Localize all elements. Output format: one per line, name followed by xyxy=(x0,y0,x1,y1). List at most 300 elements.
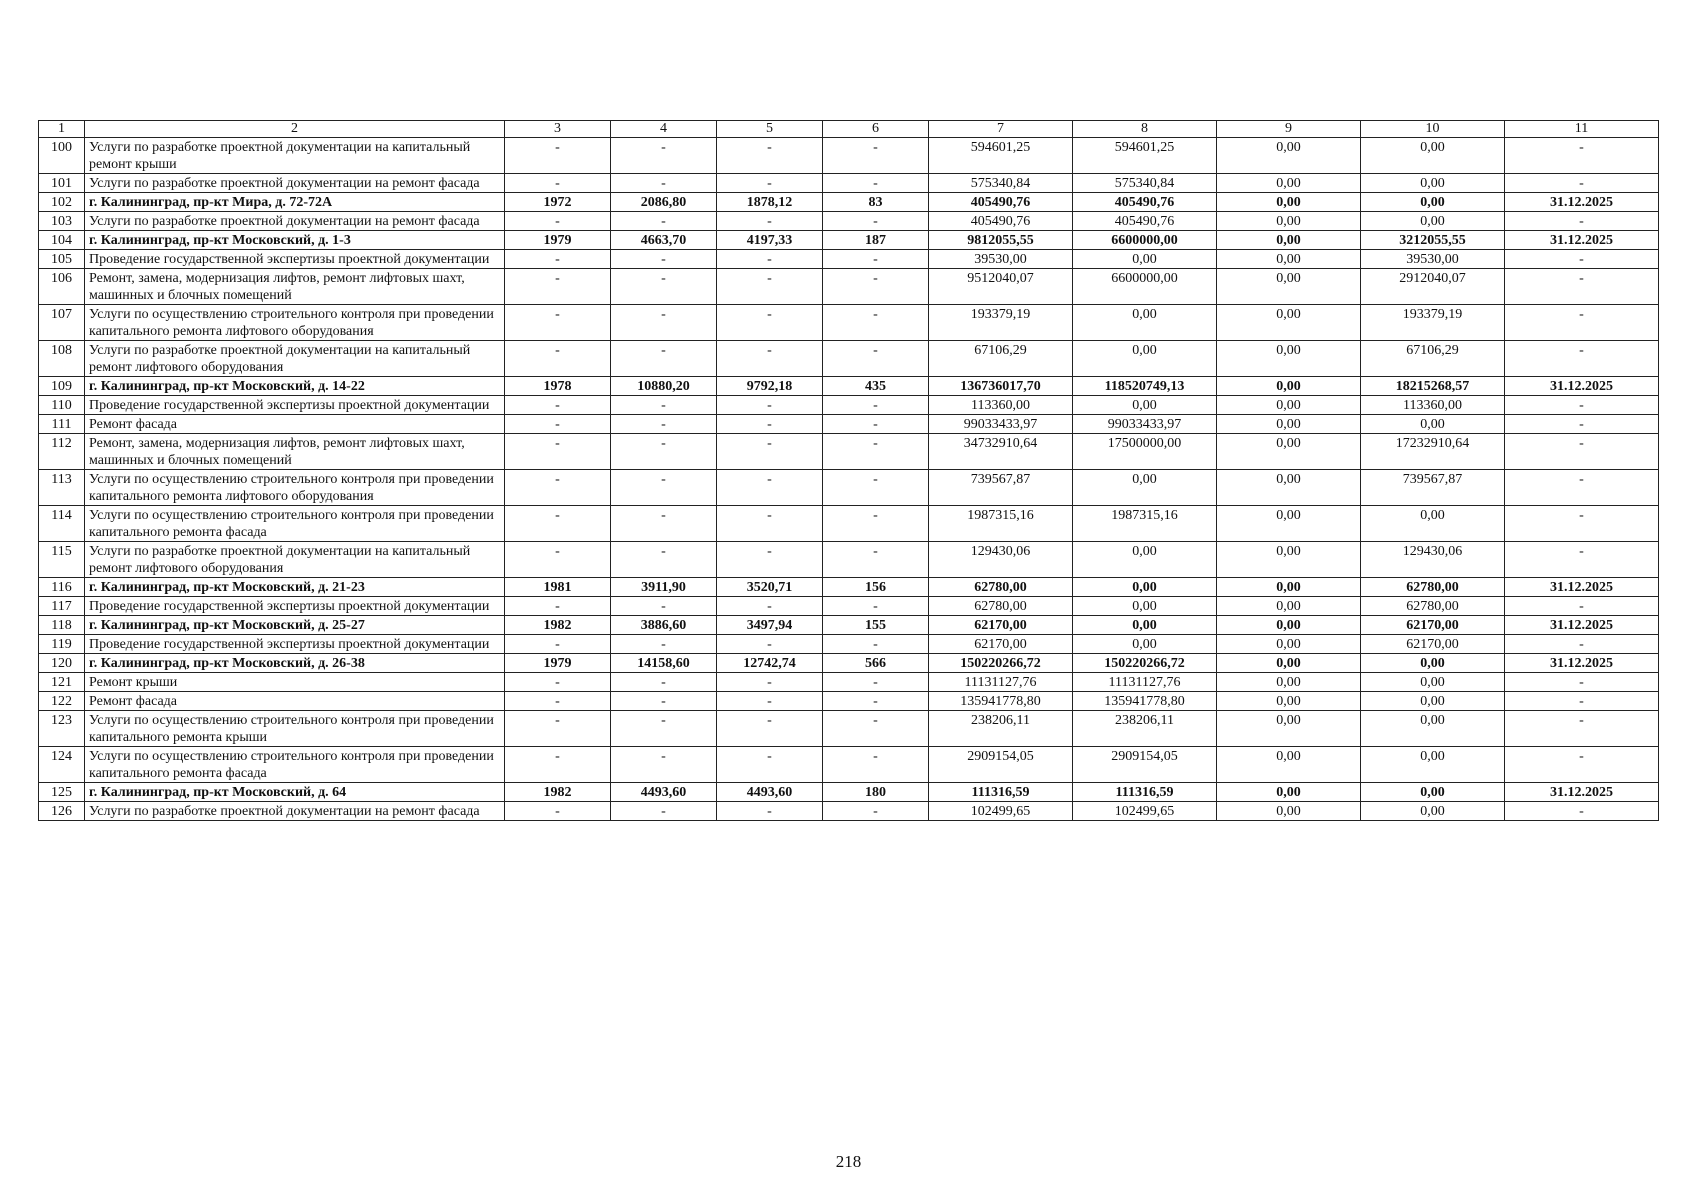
cell-col-4: - xyxy=(611,250,717,269)
table-row xyxy=(39,250,1659,269)
row-number-cell: 121 xyxy=(39,673,85,692)
cell-col-9: 0,00 xyxy=(1217,415,1361,434)
cell-col-7: 739567,87 xyxy=(929,470,1073,506)
cell-col-6: 187 xyxy=(823,231,929,250)
cell-col-3: - xyxy=(505,269,611,305)
cell-col-3: - xyxy=(505,174,611,193)
cell-col-6: 155 xyxy=(823,616,929,635)
cell-col-8: 102499,65 xyxy=(1073,802,1217,821)
cell-col-11: - xyxy=(1505,635,1659,654)
cell-col-6: - xyxy=(823,635,929,654)
cell-col-6: - xyxy=(823,250,929,269)
cell-col-3: - xyxy=(505,396,611,415)
cell-col-10: 3212055,55 xyxy=(1361,231,1505,250)
cell-col-7: 1987315,16 xyxy=(929,506,1073,542)
cell-col-8: 0,00 xyxy=(1073,305,1217,341)
cell-col-11: - xyxy=(1505,542,1659,578)
cell-col-3: - xyxy=(505,711,611,747)
cell-col-11: 31.12.2025 xyxy=(1505,578,1659,597)
item-name-cell: г. Калининград, пр-кт Московский, д. 1-3 xyxy=(85,231,505,250)
cell-col-5: - xyxy=(717,305,823,341)
item-name-cell: Услуги по осуществлению строительного контроля при проведении капитального ремонта лифтового оборудования xyxy=(85,305,505,341)
table-row xyxy=(39,174,1659,193)
cell-col-9: 0,00 xyxy=(1217,654,1361,673)
table-row xyxy=(39,506,1659,542)
cell-col-10: 18215268,57 xyxy=(1361,377,1505,396)
column-header: 9 xyxy=(1217,121,1361,138)
cell-col-5: - xyxy=(717,802,823,821)
cell-col-6: - xyxy=(823,470,929,506)
item-name-cell: г. Калининград, пр-кт Московский, д. 25-27 xyxy=(85,616,505,635)
cell-col-9: 0,00 xyxy=(1217,305,1361,341)
cell-col-3: 1981 xyxy=(505,578,611,597)
cell-col-9: 0,00 xyxy=(1217,711,1361,747)
cell-col-10: 0,00 xyxy=(1361,783,1505,802)
cell-col-8: 0,00 xyxy=(1073,635,1217,654)
cell-col-8: 0,00 xyxy=(1073,396,1217,415)
column-number-header-row xyxy=(39,121,1659,138)
cell-col-6: - xyxy=(823,396,929,415)
cell-col-3: - xyxy=(505,692,611,711)
cell-col-3: - xyxy=(505,506,611,542)
cell-col-9: 0,00 xyxy=(1217,578,1361,597)
cell-col-7: 193379,19 xyxy=(929,305,1073,341)
table-row xyxy=(39,212,1659,231)
item-name-cell: Ремонт, замена, модернизация лифтов, ремонт лифтовых шахт, машинных и блочных помещений xyxy=(85,269,505,305)
cell-col-10: 0,00 xyxy=(1361,415,1505,434)
row-number-cell: 119 xyxy=(39,635,85,654)
address-row xyxy=(39,616,1659,635)
table-row xyxy=(39,692,1659,711)
cell-col-11: 31.12.2025 xyxy=(1505,783,1659,802)
cell-col-7: 2909154,05 xyxy=(929,747,1073,783)
cell-col-10: 193379,19 xyxy=(1361,305,1505,341)
cell-col-7: 39530,00 xyxy=(929,250,1073,269)
cell-col-9: 0,00 xyxy=(1217,506,1361,542)
cell-col-7: 135941778,80 xyxy=(929,692,1073,711)
cell-col-11: - xyxy=(1505,506,1659,542)
cell-col-5: - xyxy=(717,542,823,578)
cell-col-9: 0,00 xyxy=(1217,470,1361,506)
row-number-cell: 104 xyxy=(39,231,85,250)
cell-col-11: - xyxy=(1505,212,1659,231)
row-number-cell: 120 xyxy=(39,654,85,673)
cell-col-8: 1987315,16 xyxy=(1073,506,1217,542)
cell-col-4: - xyxy=(611,212,717,231)
item-name-cell: Ремонт крыши xyxy=(85,673,505,692)
cell-col-3: 1972 xyxy=(505,193,611,212)
cell-col-8: 0,00 xyxy=(1073,616,1217,635)
row-number-cell: 115 xyxy=(39,542,85,578)
cell-col-4: - xyxy=(611,506,717,542)
cell-col-4: - xyxy=(611,470,717,506)
cell-col-3: 1982 xyxy=(505,616,611,635)
table-row xyxy=(39,341,1659,377)
cell-col-8: 99033433,97 xyxy=(1073,415,1217,434)
cell-col-9: 0,00 xyxy=(1217,597,1361,616)
cell-col-11: - xyxy=(1505,802,1659,821)
cell-col-4: - xyxy=(611,597,717,616)
cell-col-5: - xyxy=(717,396,823,415)
cell-col-11: 31.12.2025 xyxy=(1505,654,1659,673)
cell-col-11: 31.12.2025 xyxy=(1505,231,1659,250)
cell-col-9: 0,00 xyxy=(1217,396,1361,415)
cell-col-7: 9812055,55 xyxy=(929,231,1073,250)
cell-col-8: 405490,76 xyxy=(1073,193,1217,212)
table-row xyxy=(39,747,1659,783)
cell-col-4: - xyxy=(611,711,717,747)
cell-col-6: - xyxy=(823,711,929,747)
cell-col-10: 113360,00 xyxy=(1361,396,1505,415)
table-row xyxy=(39,635,1659,654)
cell-col-10: 0,00 xyxy=(1361,802,1505,821)
table-row xyxy=(39,434,1659,470)
cell-col-7: 150220266,72 xyxy=(929,654,1073,673)
cell-col-4: 14158,60 xyxy=(611,654,717,673)
cell-col-9: 0,00 xyxy=(1217,802,1361,821)
row-number-cell: 117 xyxy=(39,597,85,616)
cell-col-10: 2912040,07 xyxy=(1361,269,1505,305)
cell-col-6: - xyxy=(823,434,929,470)
row-number-cell: 124 xyxy=(39,747,85,783)
row-number-cell: 102 xyxy=(39,193,85,212)
column-header: 8 xyxy=(1073,121,1217,138)
cell-col-9: 0,00 xyxy=(1217,212,1361,231)
cell-col-6: - xyxy=(823,802,929,821)
cell-col-7: 405490,76 xyxy=(929,212,1073,231)
cell-col-8: 6600000,00 xyxy=(1073,231,1217,250)
cell-col-4: - xyxy=(611,174,717,193)
cell-col-8: 118520749,13 xyxy=(1073,377,1217,396)
cell-col-6: - xyxy=(823,747,929,783)
cell-col-6: - xyxy=(823,174,929,193)
cell-col-11: - xyxy=(1505,597,1659,616)
cell-col-6: - xyxy=(823,692,929,711)
cell-col-7: 67106,29 xyxy=(929,341,1073,377)
address-row xyxy=(39,377,1659,396)
cell-col-11: - xyxy=(1505,692,1659,711)
cell-col-3: - xyxy=(505,138,611,174)
cell-col-9: 0,00 xyxy=(1217,635,1361,654)
cell-col-5: - xyxy=(717,212,823,231)
table-row xyxy=(39,415,1659,434)
column-header: 1 xyxy=(39,121,85,138)
cell-col-6: - xyxy=(823,597,929,616)
cell-col-10: 0,00 xyxy=(1361,506,1505,542)
cell-col-10: 0,00 xyxy=(1361,193,1505,212)
row-number-cell: 105 xyxy=(39,250,85,269)
item-name-cell: Услуги по разработке проектной документации на ремонт фасада xyxy=(85,212,505,231)
cell-col-8: 0,00 xyxy=(1073,250,1217,269)
cell-col-5: - xyxy=(717,506,823,542)
cell-col-7: 62780,00 xyxy=(929,597,1073,616)
cell-col-8: 135941778,80 xyxy=(1073,692,1217,711)
cell-col-5: 9792,18 xyxy=(717,377,823,396)
cell-col-3: 1979 xyxy=(505,231,611,250)
cell-col-4: - xyxy=(611,415,717,434)
cell-col-11: - xyxy=(1505,434,1659,470)
item-name-cell: Услуги по осуществлению строительного контроля при проведении капитального ремонта фасада xyxy=(85,747,505,783)
cell-col-3: - xyxy=(505,341,611,377)
cell-col-5: 3497,94 xyxy=(717,616,823,635)
row-number-cell: 118 xyxy=(39,616,85,635)
cell-col-3: - xyxy=(505,597,611,616)
row-number-cell: 108 xyxy=(39,341,85,377)
cell-col-6: - xyxy=(823,673,929,692)
cell-col-8: 575340,84 xyxy=(1073,174,1217,193)
cell-col-4: 3886,60 xyxy=(611,616,717,635)
cell-col-9: 0,00 xyxy=(1217,616,1361,635)
cell-col-3: - xyxy=(505,802,611,821)
cell-col-5: - xyxy=(717,174,823,193)
row-number-cell: 125 xyxy=(39,783,85,802)
cell-col-11: - xyxy=(1505,138,1659,174)
item-name-cell: Ремонт фасада xyxy=(85,415,505,434)
cell-col-9: 0,00 xyxy=(1217,747,1361,783)
cell-col-8: 0,00 xyxy=(1073,470,1217,506)
cell-col-5: 3520,71 xyxy=(717,578,823,597)
cell-col-11: - xyxy=(1505,415,1659,434)
cell-col-5: - xyxy=(717,673,823,692)
cell-col-10: 17232910,64 xyxy=(1361,434,1505,470)
page-number: 218 xyxy=(835,1152,862,1171)
cell-col-11: - xyxy=(1505,269,1659,305)
cell-col-10: 0,00 xyxy=(1361,174,1505,193)
cell-col-7: 575340,84 xyxy=(929,174,1073,193)
table-row xyxy=(39,305,1659,341)
cell-col-4: - xyxy=(611,305,717,341)
cell-col-11: - xyxy=(1505,747,1659,783)
repair-program-table xyxy=(38,120,1659,821)
address-row xyxy=(39,231,1659,250)
item-name-cell: Услуги по разработке проектной документации на ремонт фасада xyxy=(85,802,505,821)
cell-col-7: 9512040,07 xyxy=(929,269,1073,305)
table-row xyxy=(39,396,1659,415)
cell-col-3: - xyxy=(505,470,611,506)
cell-col-9: 0,00 xyxy=(1217,377,1361,396)
cell-col-9: 0,00 xyxy=(1217,231,1361,250)
cell-col-9: 0,00 xyxy=(1217,434,1361,470)
row-number-cell: 114 xyxy=(39,506,85,542)
cell-col-4: - xyxy=(611,396,717,415)
table-row xyxy=(39,597,1659,616)
cell-col-7: 62170,00 xyxy=(929,616,1073,635)
cell-col-8: 17500000,00 xyxy=(1073,434,1217,470)
row-number-cell: 103 xyxy=(39,212,85,231)
cell-col-11: - xyxy=(1505,396,1659,415)
cell-col-7: 99033433,97 xyxy=(929,415,1073,434)
cell-col-11: - xyxy=(1505,341,1659,377)
cell-col-6: 83 xyxy=(823,193,929,212)
cell-col-9: 0,00 xyxy=(1217,783,1361,802)
row-number-cell: 113 xyxy=(39,470,85,506)
cell-col-5: - xyxy=(717,341,823,377)
cell-col-8: 0,00 xyxy=(1073,341,1217,377)
cell-col-10: 67106,29 xyxy=(1361,341,1505,377)
cell-col-4: - xyxy=(611,434,717,470)
cell-col-4: - xyxy=(611,747,717,783)
cell-col-8: 0,00 xyxy=(1073,597,1217,616)
cell-col-10: 739567,87 xyxy=(1361,470,1505,506)
item-name-cell: Проведение государственной экспертизы проектной документации xyxy=(85,396,505,415)
cell-col-7: 238206,11 xyxy=(929,711,1073,747)
cell-col-10: 0,00 xyxy=(1361,711,1505,747)
cell-col-7: 34732910,64 xyxy=(929,434,1073,470)
cell-col-5: - xyxy=(717,635,823,654)
item-name-cell: Услуги по осуществлению строительного контроля при проведении капитального ремонта лифтового оборудования xyxy=(85,470,505,506)
row-number-cell: 110 xyxy=(39,396,85,415)
cell-col-9: 0,00 xyxy=(1217,542,1361,578)
cell-col-3: 1982 xyxy=(505,783,611,802)
cell-col-9: 0,00 xyxy=(1217,138,1361,174)
cell-col-8: 150220266,72 xyxy=(1073,654,1217,673)
cell-col-9: 0,00 xyxy=(1217,174,1361,193)
cell-col-6: - xyxy=(823,269,929,305)
cell-col-10: 129430,06 xyxy=(1361,542,1505,578)
item-name-cell: Услуги по разработке проектной документации на капитальный ремонт лифтового оборудования xyxy=(85,341,505,377)
cell-col-9: 0,00 xyxy=(1217,269,1361,305)
cell-col-8: 405490,76 xyxy=(1073,212,1217,231)
table-row xyxy=(39,802,1659,821)
cell-col-4: - xyxy=(611,269,717,305)
cell-col-8: 238206,11 xyxy=(1073,711,1217,747)
cell-col-11: - xyxy=(1505,174,1659,193)
cell-col-7: 405490,76 xyxy=(929,193,1073,212)
cell-col-11: - xyxy=(1505,250,1659,269)
cell-col-3: 1979 xyxy=(505,654,611,673)
item-name-cell: Ремонт, замена, модернизация лифтов, ремонт лифтовых шахт, машинных и блочных помещений xyxy=(85,434,505,470)
table-row xyxy=(39,470,1659,506)
cell-col-5: 4493,60 xyxy=(717,783,823,802)
address-row xyxy=(39,578,1659,597)
item-name-cell: Проведение государственной экспертизы проектной документации xyxy=(85,250,505,269)
item-name-cell: г. Калининград, пр-кт Московский, д. 14-22 xyxy=(85,377,505,396)
cell-col-5: - xyxy=(717,138,823,174)
column-header: 11 xyxy=(1505,121,1659,138)
cell-col-11: 31.12.2025 xyxy=(1505,377,1659,396)
row-number-cell: 100 xyxy=(39,138,85,174)
column-header: 3 xyxy=(505,121,611,138)
cell-col-5: - xyxy=(717,415,823,434)
cell-col-10: 39530,00 xyxy=(1361,250,1505,269)
cell-col-8: 111316,59 xyxy=(1073,783,1217,802)
cell-col-11: 31.12.2025 xyxy=(1505,616,1659,635)
cell-col-6: - xyxy=(823,305,929,341)
address-row xyxy=(39,654,1659,673)
row-number-cell: 109 xyxy=(39,377,85,396)
cell-col-3: - xyxy=(505,415,611,434)
cell-col-10: 62170,00 xyxy=(1361,635,1505,654)
item-name-cell: г. Калининград, пр-кт Московский, д. 21-23 xyxy=(85,578,505,597)
cell-col-5: - xyxy=(717,434,823,470)
cell-col-7: 136736017,70 xyxy=(929,377,1073,396)
cell-col-6: - xyxy=(823,506,929,542)
item-name-cell: Проведение государственной экспертизы проектной документации xyxy=(85,597,505,616)
cell-col-3: - xyxy=(505,542,611,578)
cell-col-4: - xyxy=(611,673,717,692)
cell-col-4: 10880,20 xyxy=(611,377,717,396)
cell-col-6: 435 xyxy=(823,377,929,396)
table-row xyxy=(39,542,1659,578)
cell-col-5: - xyxy=(717,470,823,506)
cell-col-8: 6600000,00 xyxy=(1073,269,1217,305)
cell-col-8: 11131127,76 xyxy=(1073,673,1217,692)
cell-col-3: - xyxy=(505,434,611,470)
item-name-cell: г. Калининград, пр-кт Мира, д. 72-72А xyxy=(85,193,505,212)
cell-col-4: 2086,80 xyxy=(611,193,717,212)
column-header: 10 xyxy=(1361,121,1505,138)
cell-col-10: 0,00 xyxy=(1361,654,1505,673)
cell-col-7: 11131127,76 xyxy=(929,673,1073,692)
column-header: 4 xyxy=(611,121,717,138)
table-row xyxy=(39,138,1659,174)
cell-col-7: 62170,00 xyxy=(929,635,1073,654)
cell-col-4: - xyxy=(611,802,717,821)
cell-col-4: - xyxy=(611,341,717,377)
item-name-cell: г. Калининград, пр-кт Московский, д. 64 xyxy=(85,783,505,802)
cell-col-3: - xyxy=(505,250,611,269)
cell-col-10: 62780,00 xyxy=(1361,597,1505,616)
cell-col-10: 0,00 xyxy=(1361,747,1505,783)
cell-col-9: 0,00 xyxy=(1217,673,1361,692)
cell-col-11: - xyxy=(1505,470,1659,506)
cell-col-6: - xyxy=(823,138,929,174)
item-name-cell: Услуги по разработке проектной документации на ремонт фасада xyxy=(85,174,505,193)
row-number-cell: 101 xyxy=(39,174,85,193)
cell-col-8: 0,00 xyxy=(1073,542,1217,578)
item-name-cell: Услуги по разработке проектной документации на капитальный ремонт крыши xyxy=(85,138,505,174)
cell-col-6: - xyxy=(823,341,929,377)
table-row xyxy=(39,673,1659,692)
cell-col-5: - xyxy=(717,711,823,747)
cell-col-3: - xyxy=(505,212,611,231)
cell-col-4: - xyxy=(611,542,717,578)
cell-col-10: 0,00 xyxy=(1361,673,1505,692)
address-row xyxy=(39,193,1659,212)
row-number-cell: 111 xyxy=(39,415,85,434)
table-row xyxy=(39,711,1659,747)
cell-col-7: 102499,65 xyxy=(929,802,1073,821)
cell-col-5: - xyxy=(717,250,823,269)
item-name-cell: Услуги по осуществлению строительного контроля при проведении капитального ремонта крыши xyxy=(85,711,505,747)
cell-col-8: 594601,25 xyxy=(1073,138,1217,174)
column-header: 7 xyxy=(929,121,1073,138)
cell-col-7: 129430,06 xyxy=(929,542,1073,578)
cell-col-10: 0,00 xyxy=(1361,138,1505,174)
cell-col-3: - xyxy=(505,673,611,692)
cell-col-3: - xyxy=(505,635,611,654)
cell-col-7: 62780,00 xyxy=(929,578,1073,597)
item-name-cell: Услуги по осуществлению строительного контроля при проведении капитального ремонта фасада xyxy=(85,506,505,542)
cell-col-10: 0,00 xyxy=(1361,692,1505,711)
cell-col-3: - xyxy=(505,305,611,341)
cell-col-4: - xyxy=(611,138,717,174)
row-number-cell: 112 xyxy=(39,434,85,470)
cell-col-4: - xyxy=(611,635,717,654)
table-row xyxy=(39,269,1659,305)
cell-col-10: 0,00 xyxy=(1361,212,1505,231)
column-header: 5 xyxy=(717,121,823,138)
cell-col-6: - xyxy=(823,542,929,578)
column-header: 6 xyxy=(823,121,929,138)
cell-col-9: 0,00 xyxy=(1217,341,1361,377)
cell-col-5: 4197,33 xyxy=(717,231,823,250)
row-number-cell: 107 xyxy=(39,305,85,341)
cell-col-3: 1978 xyxy=(505,377,611,396)
row-number-cell: 126 xyxy=(39,802,85,821)
row-number-cell: 122 xyxy=(39,692,85,711)
cell-col-5: 12742,74 xyxy=(717,654,823,673)
